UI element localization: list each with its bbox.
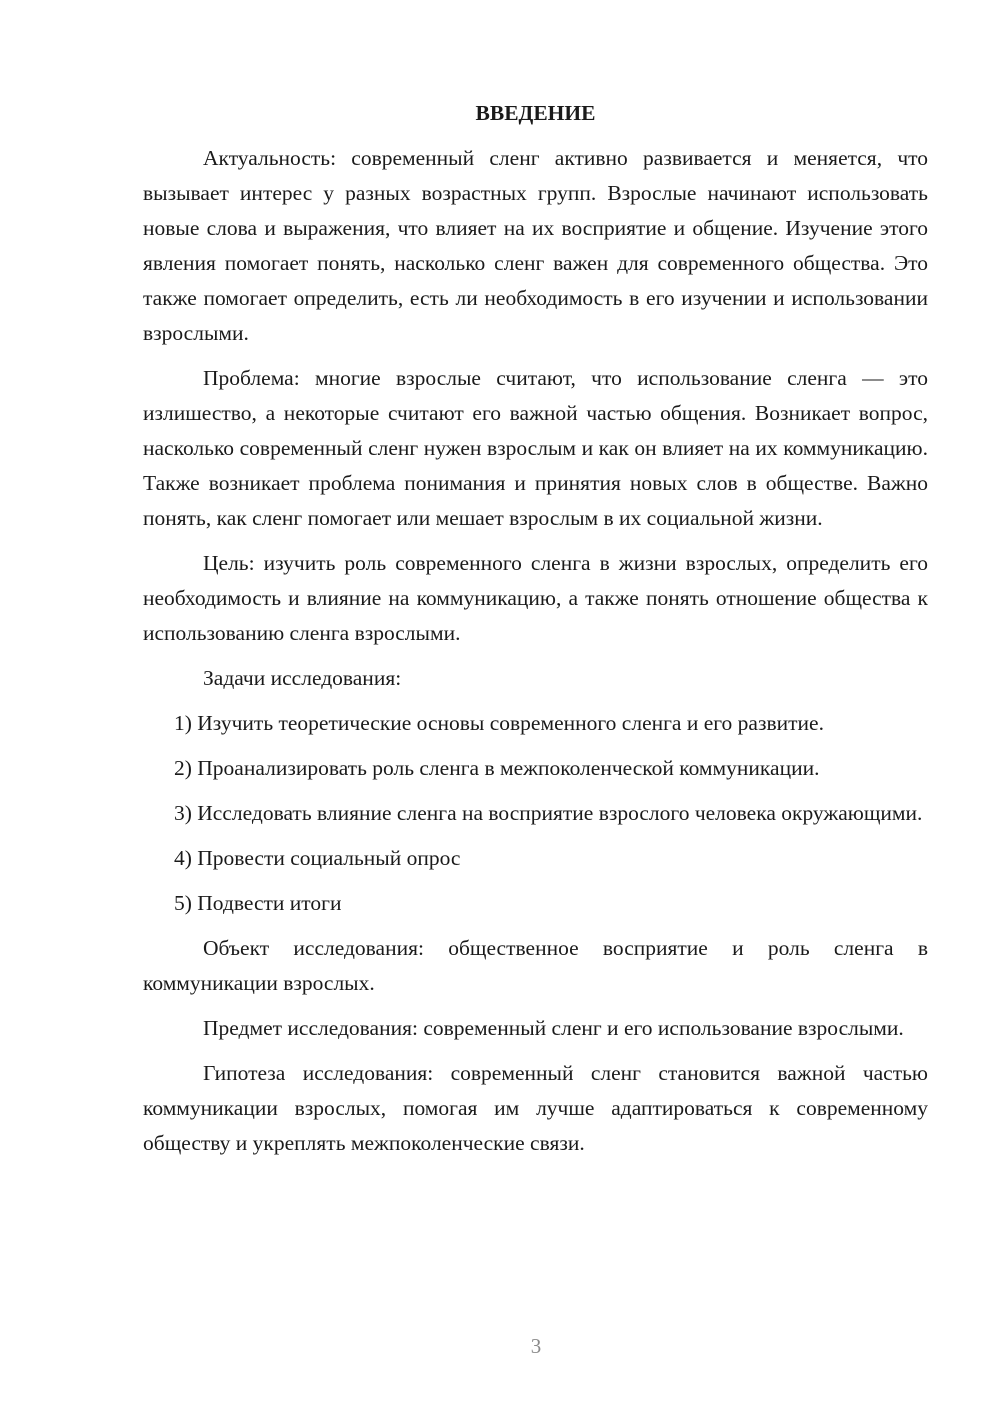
subject-paragraph: Предмет исследования: современный сленг и его использование взрослыми. <box>203 1016 904 1040</box>
task-item: 3) Исследовать влияние сленга на восприятие взрослого человека окружающими. <box>174 801 923 825</box>
task-item: 4) Провести социальный опрос <box>174 846 461 870</box>
tasks-heading: Задачи исследования: <box>203 666 402 690</box>
hypothesis-paragraph: Гипотеза исследования: современный сленг становится важной частью коммуникации взрослых, помогая им лучше адаптироваться к современному обществу и укреплять межпоколенческие связи. <box>143 1061 928 1155</box>
task-item: 2) Проанализировать роль сленга в межпоколенческой коммуникации. <box>174 756 820 780</box>
problem-paragraph: Проблема: многие взрослые считают, что использование сленга — это излишество, а некоторые считают его важной частью общения. Возникает вопрос, насколько современный сленг нужен взрослым и как он влияет на их коммуникацию. Также возникает проблема понимания и принятия новых слов в обществе. Важно понять, как сленг помогает или мешает взрослым в их социальной жизни. <box>143 366 928 530</box>
task-item: 1) Изучить теоретические основы современного сленга и его развитие. <box>174 711 824 735</box>
page-title: ВВЕДЕНИЕ <box>475 101 596 125</box>
page-content <box>143 96 928 1171</box>
goal-paragraph: Цель: изучить роль современного сленга в жизни взрослых, определить его необходимость и влияние на коммуникацию, а также понять отношение общества к использованию сленга взрослыми. <box>143 551 928 645</box>
task-item: 5) Подвести итоги <box>174 891 342 915</box>
page-number: 3 <box>530 1334 542 1358</box>
object-paragraph: Объект исследования: общественное восприятие и роль сленга в коммуникации взрослых. <box>143 936 928 995</box>
relevance-paragraph: Актуальность: современный сленг активно развивается и меняется, что вызывает интерес у разных возрастных групп. Взрослые начинают использовать новые слова и выражения, что влияет на их восприятие и общение. Изучение этого явления помогает понять, насколько сленг важен для современного общества. Это также помогает определить, есть ли необходимость в его изучении и использовании взрослыми. <box>143 146 928 345</box>
